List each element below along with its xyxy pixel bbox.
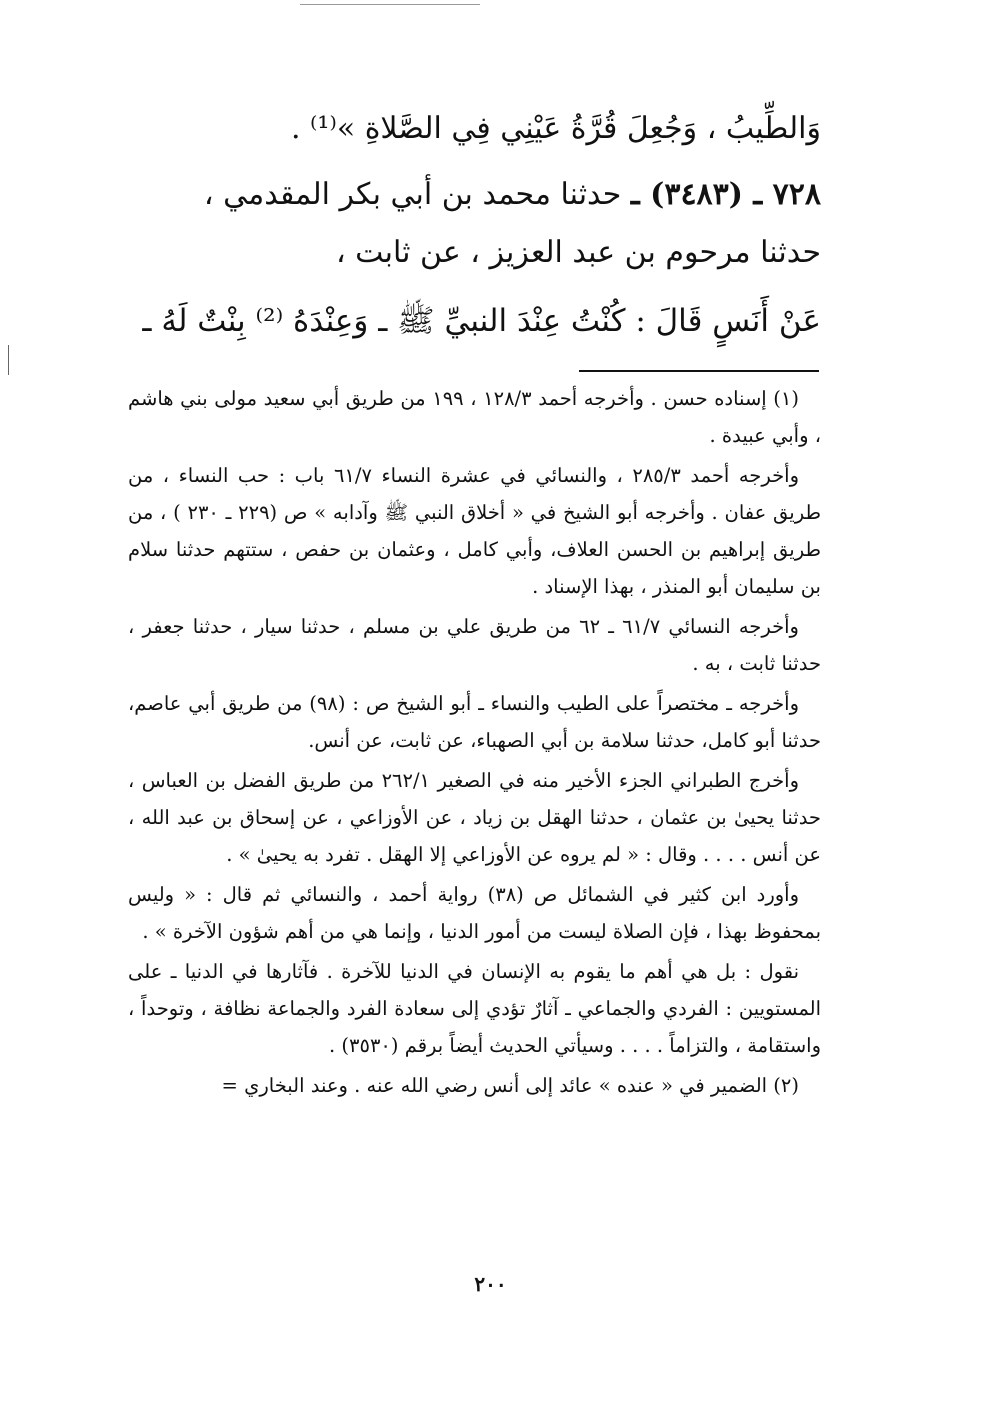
footnote-paragraph: وأخرجه ـ مختصراً على الطيب والنساء ـ أبو الشيخ ص : (٩٨) من طريق أبي عاصم، حدثنا أبو كامل، حدثنا سلامة بن أبي الصهباء، عن ثابت، عن أنس.	[128, 692, 821, 752]
margin-mark	[8, 345, 9, 375]
footnote-paragraph: (١) إسناده حسن . وأخرجه أحمد ١٢٨/٣ ، ١٩٩ من طريق أبي سعيد مولى بني هاشم ، وأبي عبيدة .	[128, 387, 821, 447]
footnote-paragraph: وأخرجه النسائي ٦١/٧ ـ ٦٢ من طريق علي بن مسلم ، حدثنا سيار ، حدثنا جعفر ، حدثنا ثابت ، به .	[128, 615, 821, 675]
main-text	[120, 100, 821, 350]
main-line-1: وَالطِّيبُ ، وَجُعِلَ قُرَّةُ عَيْنِي فِي الصَّلاةِ »⁽¹⁾ .	[290, 111, 821, 146]
footnote-paragraph: (٢) الضمير في « عنده » عائد إلى أنس رضي الله عنه . وعند البخاري =	[221, 1074, 799, 1097]
isnad-line: حدثنا مرحوم بن عبد العزيز ، عن ثابت ،	[335, 235, 821, 270]
footnote-separator	[579, 370, 819, 372]
hadith-header-line	[120, 166, 821, 224]
footnote-paragraph: وأخرجه أحمد ٢٨٥/٣ ، والنسائي في عشرة النساء ٦١/٧ باب : حب النساء ، من طريق عفان . وأخرجه أبو الشيخ في « أخلاق النبي ﷺ وآدابه » ص (٢٢٩ ـ ٢٣٠ ) ، من طريق إبراهيم بن الحسن العلاف، وأبي كامل ، وعثمان بن حفص ، ستتهم حدثنا سلام بن سليمان أبو المنذر ، بهذا الإسناد .	[128, 464, 821, 598]
footnote-paragraph: وأخرج الطبراني الجزء الأخير منه في الصغير ٢٦٢/١ من طريق الفضل بن العباس ، حدثنا يحيىٰ بن عثمان ، حدثنا الهقل بن زياد ، عن الأوزاعي ، عن إسحاق بن عبد الله ، عن أنس . . . . وقال : « لم يروه عن الأوزاعي إلا الهقل . تفرد به يحيىٰ » .	[128, 769, 821, 866]
hadith-number: ٧٢٨ ـ (٣٤٨٣) ـ	[630, 177, 821, 212]
footnote-paragraph: وأورد ابن كثير في الشمائل ص (٣٨) رواية أحمد ، والنسائي ثم قال : « وليس بمحفوظ بهذا ، فإن الصلاة ليست من أمور الدنيا ، وإنما هي من أهم شؤون الآخرة » .	[128, 883, 821, 943]
hadith-text-line: عَنْ أَنَسٍ قَالَ : كُنْتُ عِنْدَ النبيِّ ﷺ ـ وَعِنْدَهُ ⁽²⁾ بِنْتٌ لَهُ ـ	[142, 303, 821, 339]
top-edge-rule	[300, 4, 480, 5]
isnad-start: حدثنا محمد بن أبي بكر المقدمي ،	[203, 177, 622, 212]
footnote-paragraph: نقول : بل هي أهم ما يقوم به الإنسان في الدنيا للآخرة . فآثارها في الدنيا ـ على المستويين : الفردي والجماعي ـ آثارٌ تؤدي إلى سعادة الفرد والجماعة نظافة ، وتوحداً ، واستقامة ، والتزاماً . . . . وسيأتي الحديث أيضاً برقم (٣٥٣٠) .	[128, 960, 821, 1057]
footnotes	[128, 380, 821, 1107]
page-number: ٢٠٠	[474, 1272, 507, 1296]
